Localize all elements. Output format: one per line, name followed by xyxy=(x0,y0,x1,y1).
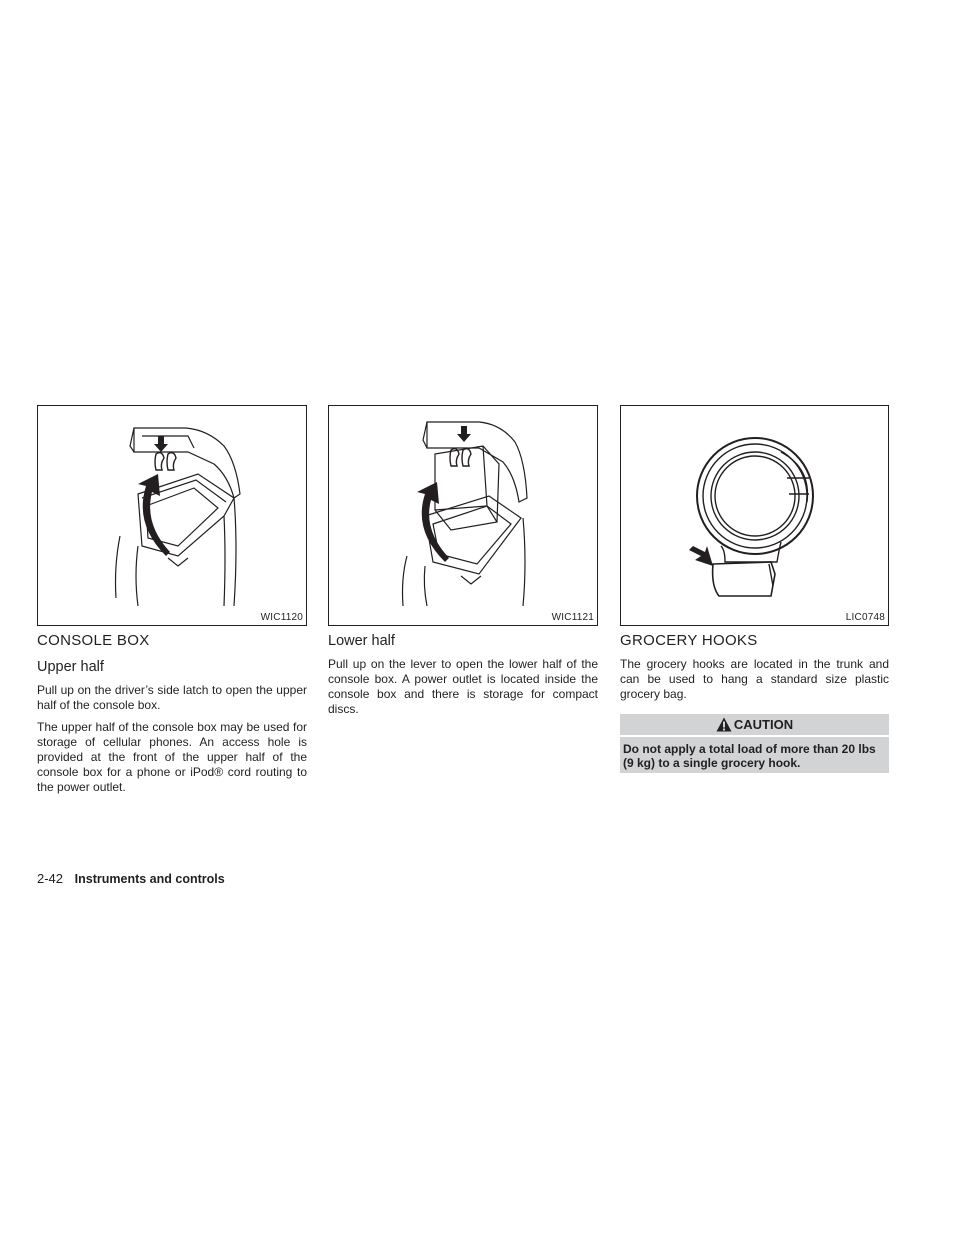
figure-grocery-hook xyxy=(620,405,889,626)
subheading-lower-half: Lower half xyxy=(328,633,395,649)
section-title: Instruments and controls xyxy=(74,872,225,886)
console-lower-illustration xyxy=(329,406,597,625)
section-heading-console-box: CONSOLE BOX xyxy=(37,632,150,649)
warning-triangle-icon xyxy=(716,717,732,732)
figure-console-upper-half xyxy=(37,405,307,626)
paragraph: Pull up on the driver’s side latch to open the upper half of the console box. xyxy=(37,683,307,712)
paragraph: Pull up on the lever to open the lower half of the console box. A power outlet is located inside the console box and there is storage for compact discs. xyxy=(328,657,598,716)
grocery-hook-illustration xyxy=(621,406,888,625)
section-heading-grocery-hooks: GROCERY HOOKS xyxy=(620,632,758,649)
figure-code: WIC1120 xyxy=(260,612,303,623)
caution-text: Do not apply a total load of more than 20 lbs (9 kg) to a single grocery hook. xyxy=(623,742,876,770)
column-console-upper xyxy=(37,405,307,795)
paragraph: The upper half of the console box may be used for storage of cellular phones. An access hole is provided at the front of the upper half of the console box for a phone or iPod® cord routing to the power outlet. xyxy=(37,720,307,794)
page-number: 2-42 xyxy=(37,871,64,886)
subheading-upper-half: Upper half xyxy=(37,659,104,675)
page-footer xyxy=(37,871,225,886)
caution-box xyxy=(620,714,889,773)
paragraph: The grocery hooks are located in the trunk and can be used to hang a standard size plastic grocery bag. xyxy=(620,657,889,701)
column-console-lower xyxy=(328,405,598,717)
figure-code: LIC0748 xyxy=(845,612,885,623)
figure-code: WIC1121 xyxy=(551,612,594,623)
figure-console-lower-half xyxy=(328,405,598,626)
caution-title: CAUTION xyxy=(733,717,794,732)
column-grocery-hooks xyxy=(620,405,889,773)
caution-header xyxy=(620,714,889,737)
console-upper-illustration xyxy=(38,406,306,625)
